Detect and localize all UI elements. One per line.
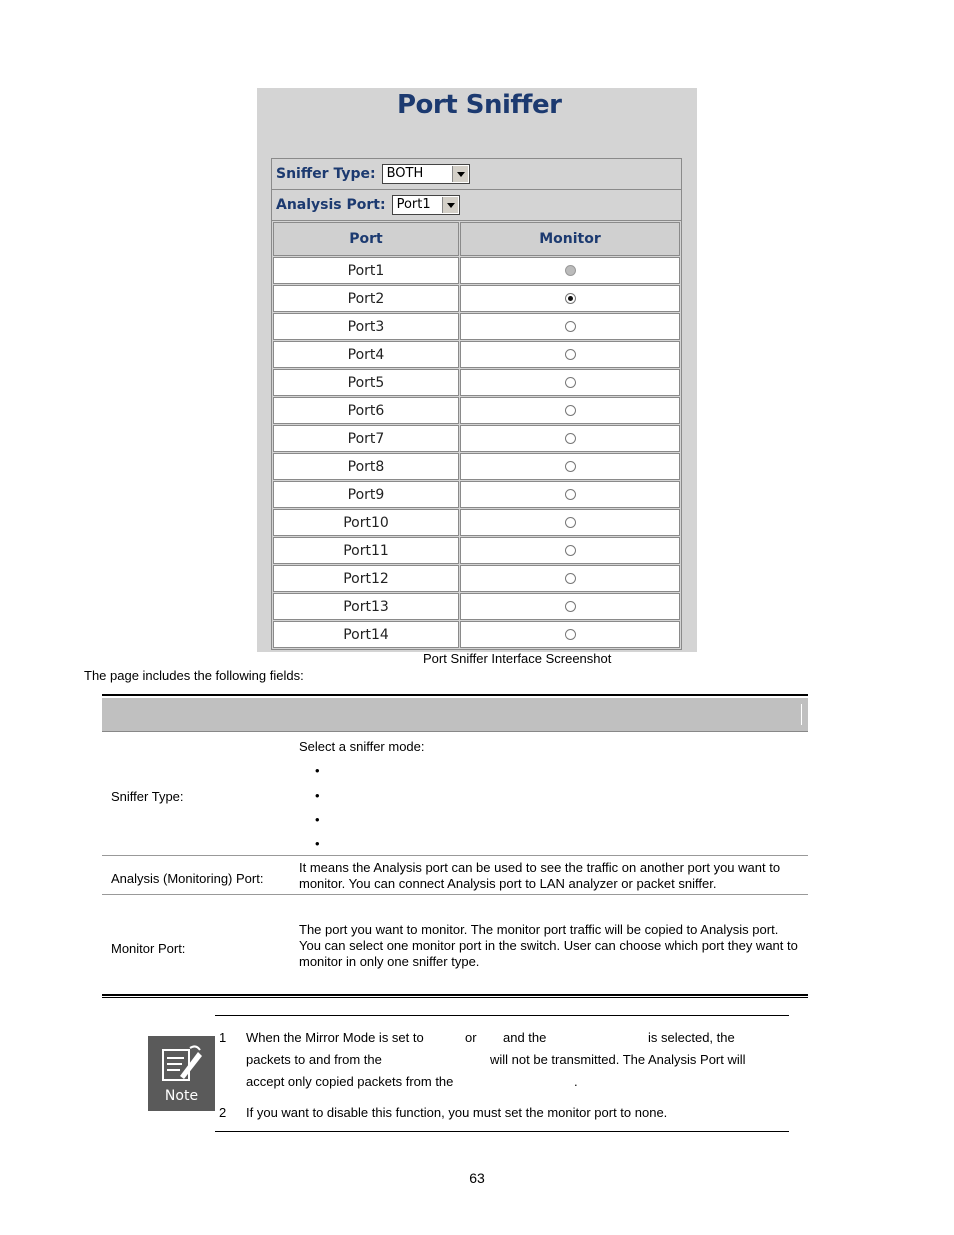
table-row (273, 257, 680, 284)
table-row (273, 593, 680, 620)
analysis-port-select[interactable] (392, 195, 460, 215)
monitor-radio[interactable] (565, 573, 576, 584)
sniffer-type-value: BOTH (386, 166, 424, 181)
monitor-radio[interactable] (565, 545, 576, 556)
table-bottom-rule (102, 994, 808, 998)
field-name: Monitor Port: (111, 941, 186, 956)
port-monitor-table (272, 221, 681, 649)
monitor-cell (460, 257, 680, 284)
note-top-rule (215, 1015, 789, 1016)
sniffer-type-label: Sniffer Type: (276, 166, 376, 182)
port-name-cell: Port3 (273, 313, 459, 340)
note-text: or (465, 1030, 477, 1045)
port-name-cell: Port10 (273, 509, 459, 536)
monitor-cell (460, 537, 680, 564)
column-header-port: Port (273, 222, 459, 256)
monitor-cell (460, 509, 680, 536)
monitor-cell (460, 397, 680, 424)
port-name-cell: Port2 (273, 285, 459, 312)
monitor-radio[interactable] (565, 349, 576, 360)
chevron-down-icon[interactable] (452, 166, 468, 182)
screenshot-title: Port Sniffer (397, 90, 562, 120)
table-row (273, 509, 680, 536)
monitor-cell (460, 621, 680, 648)
table-top-rule (102, 694, 808, 696)
note-text: packets to and from the (246, 1052, 382, 1067)
sniffer-type-select[interactable] (382, 164, 470, 184)
bullet: • (315, 836, 320, 851)
monitor-radio[interactable] (565, 461, 576, 472)
monitor-cell (460, 313, 680, 340)
monitor-cell (460, 341, 680, 368)
monitor-cell (460, 593, 680, 620)
monitor-cell (460, 425, 680, 452)
table-row (273, 621, 680, 648)
note-text: When the Mirror Mode is set to (246, 1030, 424, 1045)
field-row-analysis-port (102, 856, 808, 895)
table-row (273, 453, 680, 480)
bullet: • (315, 763, 320, 778)
monitor-radio[interactable] (565, 321, 576, 332)
table-header (102, 698, 808, 732)
note-text: and the (503, 1030, 547, 1045)
port-name-cell: Port14 (273, 621, 459, 648)
note-icon-label: Note (164, 1088, 199, 1104)
chevron-down-icon[interactable] (442, 197, 458, 213)
note-pencil-icon (160, 1044, 204, 1084)
table-row (273, 397, 680, 424)
field-description: It means the Analysis port can be used to see the traffic on another port you want to monitor. You can connect Analysis port to LAN analyzer or packet sniffer. (299, 860, 781, 891)
port-name-cell: Port9 (273, 481, 459, 508)
bullet: • (315, 812, 320, 827)
figure-caption: Port Sniffer Interface Screenshot (423, 651, 612, 666)
analysis-port-row (272, 190, 681, 221)
monitor-cell (460, 285, 680, 312)
monitor-cell (460, 453, 680, 480)
note-text: If you want to disable this function, you must set the monitor port to none. (246, 1105, 668, 1120)
field-name: Sniffer Type: (111, 789, 184, 804)
monitor-cell (460, 565, 680, 592)
monitor-radio[interactable] (565, 629, 576, 640)
note-text: is selected, the (648, 1030, 735, 1045)
sniffer-type-row (272, 159, 681, 190)
sniffer-panel (271, 158, 682, 650)
monitor-radio[interactable] (565, 405, 576, 416)
table-row (273, 565, 680, 592)
port-name-cell: Port4 (273, 341, 459, 368)
note-icon (148, 1036, 215, 1111)
note-text: . (574, 1074, 578, 1089)
port-name-cell: Port11 (273, 537, 459, 564)
port-name-cell: Port1 (273, 257, 459, 284)
field-row-sniffer-type (102, 732, 808, 856)
monitor-cell (460, 481, 680, 508)
port-name-cell: Port8 (273, 453, 459, 480)
table-row (273, 285, 680, 312)
field-row-monitor-port (102, 895, 808, 995)
note-bottom-rule (215, 1131, 789, 1132)
port-name-cell: Port12 (273, 565, 459, 592)
field-name: Analysis (Monitoring) Port: (111, 871, 264, 886)
bullet: • (315, 788, 320, 803)
field-description: The port you want to monitor. The monitor port traffic will be copied to Analysis port. You can select one monitor port in the switch. User can choose which port they want to monitor in only one sniffer type. (299, 922, 798, 969)
table-row (273, 481, 680, 508)
note-number-2: 2 (219, 1105, 227, 1120)
port-name-cell: Port6 (273, 397, 459, 424)
table-row (273, 425, 680, 452)
analysis-port-label: Analysis Port: (276, 197, 386, 213)
column-header-monitor: Monitor (460, 222, 680, 256)
monitor-radio[interactable] (565, 601, 576, 612)
monitor-radio[interactable] (565, 377, 576, 388)
note-number-1: 1 (219, 1030, 227, 1045)
port-name-cell: Port13 (273, 593, 459, 620)
monitor-radio[interactable] (565, 517, 576, 528)
table-row (273, 369, 680, 396)
table-row (273, 537, 680, 564)
analysis-port-value: Port1 (396, 197, 431, 212)
port-sniffer-screenshot (257, 88, 697, 652)
monitor-cell (460, 369, 680, 396)
field-description: Select a sniffer mode: (299, 739, 425, 754)
monitor-radio[interactable] (565, 489, 576, 500)
monitor-radio[interactable] (565, 433, 576, 444)
page-number: 63 (469, 1170, 485, 1186)
port-name-cell: Port7 (273, 425, 459, 452)
fields-table (102, 694, 808, 995)
port-name-cell: Port5 (273, 369, 459, 396)
monitor-radio (565, 265, 576, 276)
monitor-radio[interactable] (565, 293, 576, 304)
intro-text: The page includes the following fields: (84, 668, 304, 683)
note-text: will not be transmitted. The Analysis Port will (490, 1052, 746, 1067)
note-text: accept only copied packets from the (246, 1074, 454, 1089)
table-row (273, 341, 680, 368)
table-row (273, 313, 680, 340)
